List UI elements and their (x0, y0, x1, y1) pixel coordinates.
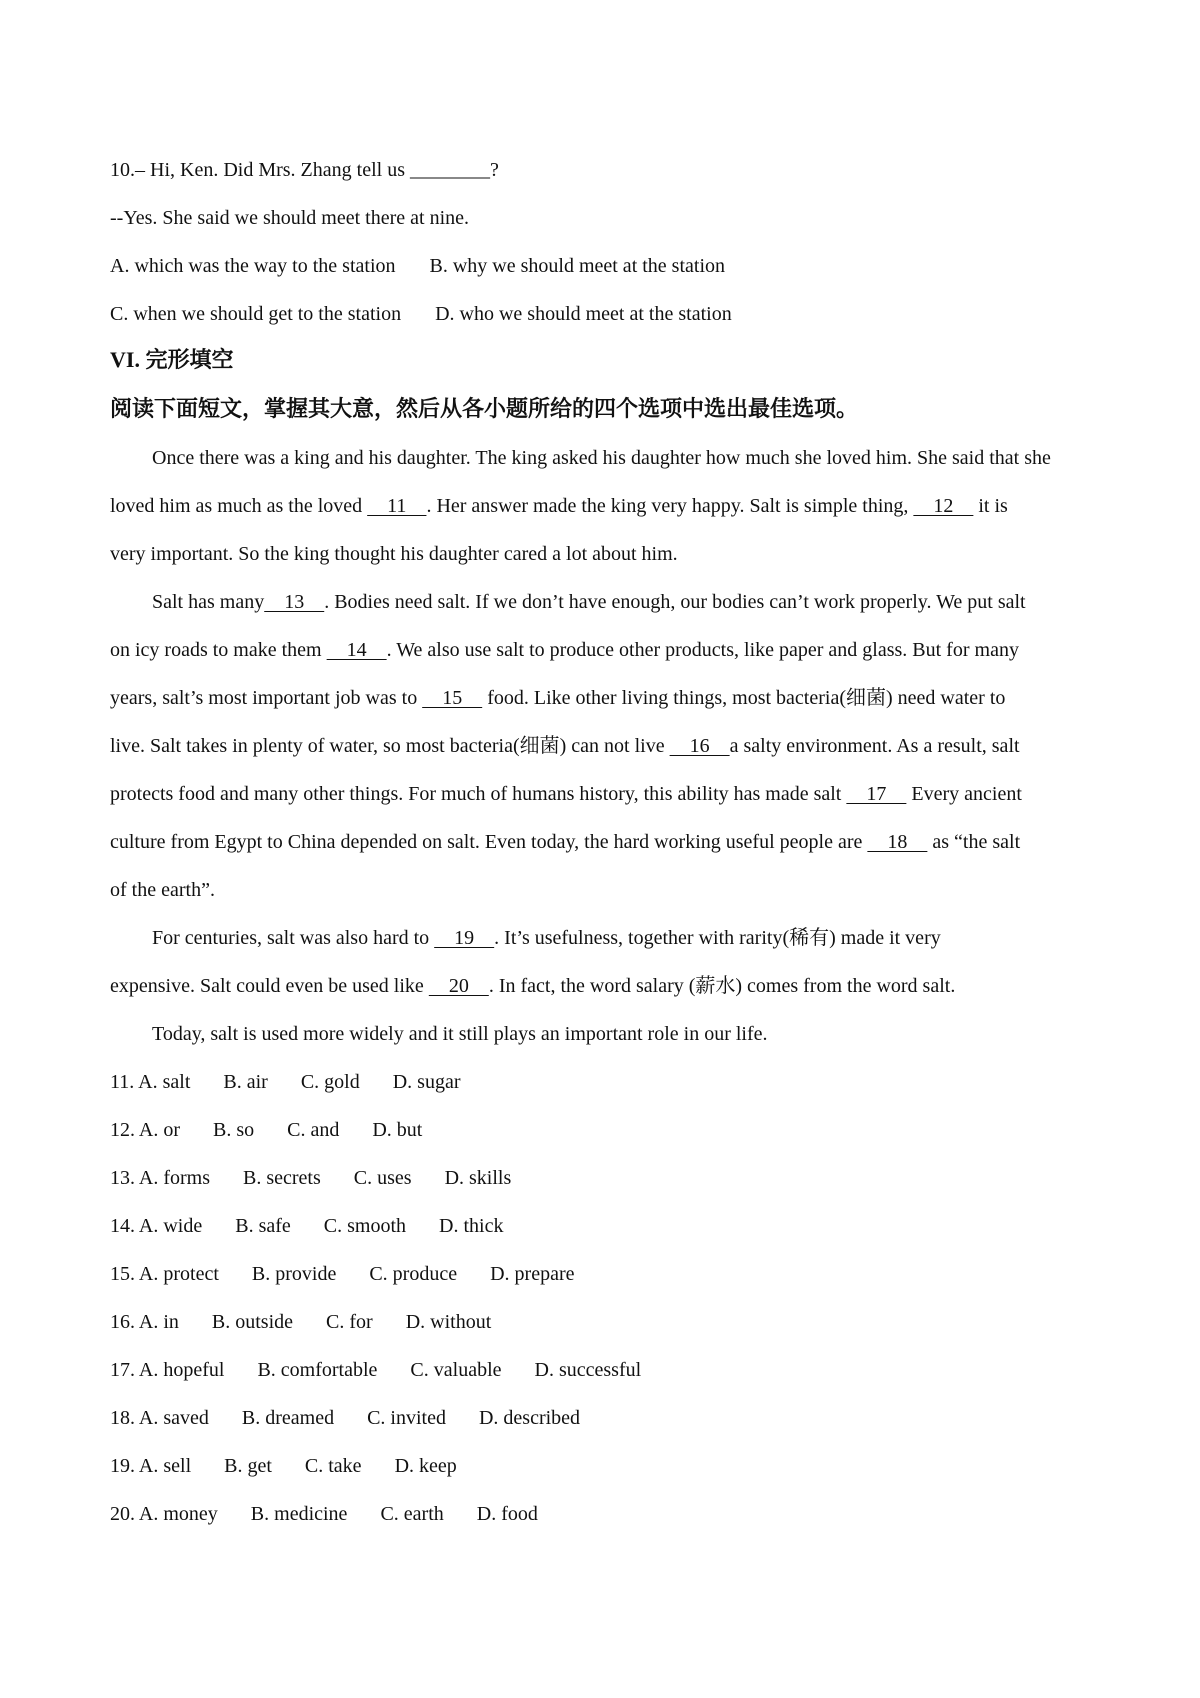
option-row-16 (110, 1310, 491, 1334)
option-a: A. forms (138, 1167, 211, 1189)
option-a: A. protect (138, 1263, 219, 1285)
blank-20: 20 (428, 975, 489, 997)
option-row-14 (110, 1214, 503, 1238)
blank-14: 14 (326, 639, 387, 661)
option-a: A. saved (138, 1407, 209, 1429)
option-b: B. get (224, 1455, 272, 1477)
question-number: 12. (110, 1119, 135, 1141)
passage-line: of the earth”. (110, 879, 215, 901)
option-c: C. produce (369, 1263, 458, 1285)
option-row-12 (110, 1118, 422, 1142)
passage-line: For centuries, salt was also hard to 19 . It’s usefulness, together with rarity(稀有) made it very (152, 927, 941, 949)
option-b: B. air (223, 1071, 268, 1093)
option-a: A. sell (138, 1455, 192, 1477)
passage-line: years, salt’s most important job was to 15 food. Like other living things, most bacteria(细菌) need water to (110, 687, 1006, 709)
option-b: B. medicine (250, 1503, 348, 1525)
option-b: B. provide (251, 1263, 337, 1285)
option-row-11 (110, 1070, 461, 1094)
passage-line: Salt has many 13 . Bodies need salt. If we don’t have enough, our bodies can’t work properly. We put salt (152, 591, 1026, 613)
option-d: D. keep (394, 1455, 457, 1477)
question-number: 18. (110, 1407, 135, 1429)
question-number: 15. (110, 1263, 135, 1285)
option-row-17 (110, 1358, 641, 1382)
option-row-13 (110, 1166, 511, 1190)
option-c: C. invited (367, 1407, 446, 1429)
option-d: D. sugar (392, 1071, 461, 1093)
passage-line: culture from Egypt to China depended on salt. Even today, the hard working useful people are 18 as “the salt (110, 831, 1021, 853)
option-b: B. dreamed (241, 1407, 335, 1429)
section-heading (110, 348, 233, 372)
section-number: VI. (110, 347, 140, 372)
passage-line: expensive. Salt could even be used like 20 . In fact, the word salary (薪水) comes from the word salt. (110, 975, 956, 997)
passage-line: Today, salt is used more widely and it still plays an important role in our life. (152, 1023, 768, 1045)
option-row-15 (110, 1262, 575, 1286)
option-d: D. who we should meet at the station (435, 303, 732, 325)
option-c: C. take (304, 1455, 362, 1477)
blank-11: 11 (367, 495, 427, 517)
option-d: D. without (405, 1311, 492, 1333)
option-c: C. earth (380, 1503, 444, 1525)
option-d: D. but (372, 1119, 423, 1141)
option-a: A. wide (138, 1215, 203, 1237)
option-c: C. uses (353, 1167, 412, 1189)
option-row-20 (110, 1502, 538, 1526)
section-title: 完形填空 (145, 347, 234, 372)
question-number: 20. (110, 1503, 135, 1525)
option-c: C. for (326, 1311, 373, 1333)
question-number: 16. (110, 1311, 135, 1333)
option-a: A. hopeful (138, 1359, 225, 1381)
blank-17: 17 (846, 783, 907, 805)
passage-line: on icy roads to make them 14 . We also use salt to produce other products, like paper and glass. But for many (110, 639, 1019, 661)
option-d: D. successful (534, 1359, 642, 1381)
question-10-options-row-1 (110, 254, 725, 278)
option-d: D. described (478, 1407, 581, 1429)
option-a: A. which was the way to the station (110, 255, 396, 277)
question-10-reply: --Yes. She said we should meet there at nine. (110, 207, 470, 229)
option-b: B. secrets (243, 1167, 321, 1189)
option-row-18 (110, 1406, 580, 1430)
option-c: C. when we should get to the station (110, 303, 402, 325)
option-c: C. and (287, 1119, 340, 1141)
passage-line: very important. So the king thought his daughter cared a lot about him. (110, 543, 678, 565)
question-10-options-row-2 (110, 302, 732, 326)
option-b: B. so (213, 1119, 255, 1141)
option-b: B. why we should meet at the station (429, 255, 726, 277)
option-d: D. thick (439, 1215, 504, 1237)
blank-12: 12 (913, 495, 974, 517)
passage-line: loved him as much as the loved 11 . Her answer made the king very happy. Salt is simple thing, 12 it is (110, 495, 1008, 517)
blank-15: 15 (422, 687, 483, 709)
option-a: A. in (138, 1311, 179, 1333)
option-a: A. salt (138, 1071, 191, 1093)
question-number: 14. (110, 1215, 135, 1237)
option-row-19 (110, 1454, 457, 1478)
question-number: 17. (110, 1359, 135, 1381)
option-b: B. safe (235, 1215, 291, 1237)
blank-19: 19 (434, 927, 495, 949)
question-number: 11. (110, 1071, 135, 1093)
option-b: B. outside (211, 1311, 294, 1333)
blank-16: 16 (669, 735, 730, 757)
option-a: A. or (138, 1119, 181, 1141)
option-c: C. smooth (323, 1215, 407, 1237)
blank-18: 18 (867, 831, 928, 853)
question-10-stem: 10.– Hi, Ken. Did Mrs. Zhang tell us ________? (110, 159, 499, 181)
option-c: C. valuable (410, 1359, 502, 1381)
question-number: 19. (110, 1455, 135, 1477)
blank-13: 13 (264, 591, 325, 613)
option-d: D. skills (444, 1167, 512, 1189)
passage-line: protects food and many other things. For much of humans history, this ability has made salt 17 Every ancient (110, 783, 1022, 805)
question-number: 13. (110, 1167, 135, 1189)
option-b: B. comfortable (257, 1359, 378, 1381)
option-c: C. gold (300, 1071, 360, 1093)
option-a: A. money (138, 1503, 218, 1525)
passage-line: live. Salt takes in plenty of water, so most bacteria(细菌) can not live 16 a salty environment. As a result, salt (110, 735, 1020, 757)
section-instruction: 阅读下面短文，掌握其大意，然后从各小题所给的四个选项中选出最佳选项。 (110, 396, 859, 421)
option-d: D. food (476, 1503, 538, 1525)
passage-line: Once there was a king and his daughter. The king asked his daughter how much she loved him. She said that she (152, 447, 1051, 469)
option-d: D. prepare (490, 1263, 575, 1285)
